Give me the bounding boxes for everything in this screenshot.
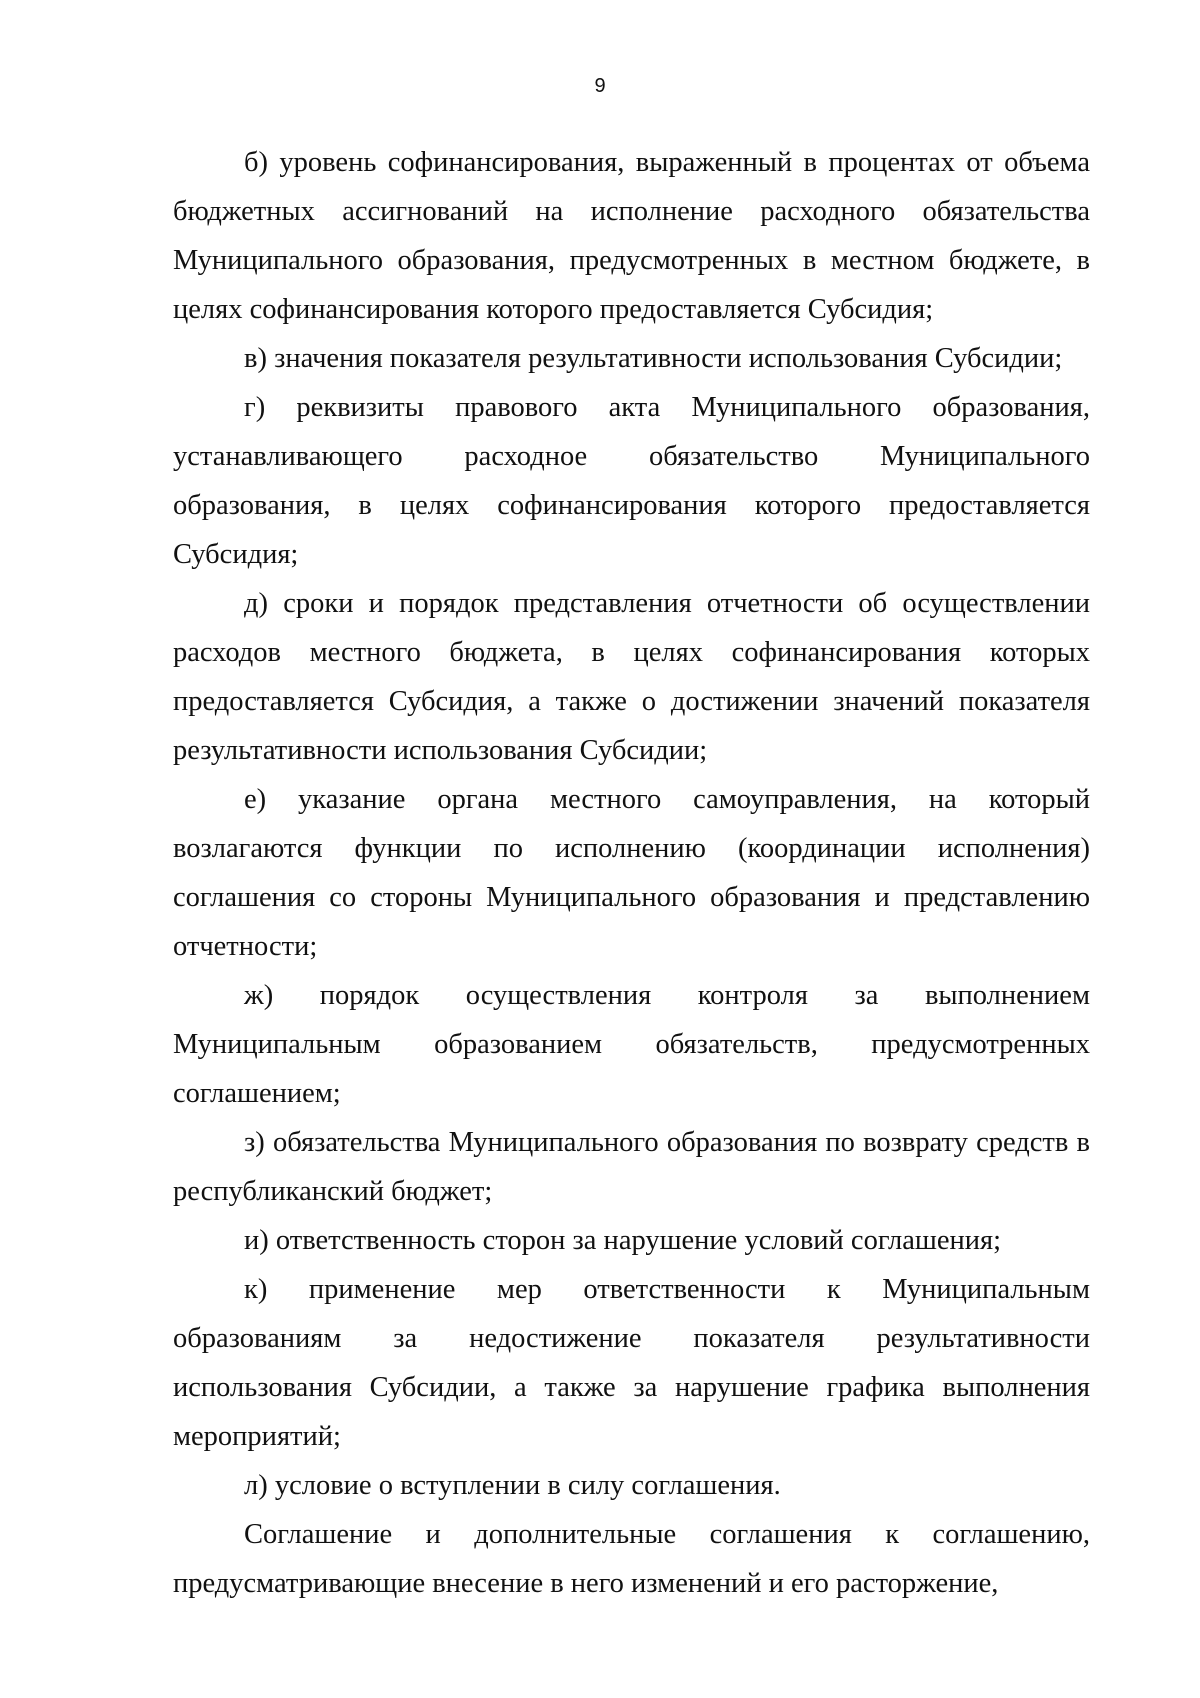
paragraph-g-legal-act-details: г) реквизиты правового акта Муниципального образования, устанавливающего расходное обязательство Муниципального образования, в целях софинансирования которого предоставляется Субсидия; — [173, 392, 1090, 570]
paragraph-agreement-amendments: Соглашение и дополнительные соглашения к соглашению, предусматривающие внесение в него изменений и его расторжение, — [173, 1519, 1090, 1599]
paragraph-d-reporting-terms: д) сроки и порядок представления отчетности об осуществлении расходов местного бюджета, в целях софинансирования которых предоставляется Субсидия, а также о достижении значений показателя результативности использования Субсидии; — [173, 588, 1090, 766]
paragraph-z-refund-obligations: з) обязательства Муниципального образования по возврату средств в республиканский бюджет; — [173, 1127, 1090, 1207]
paragraph-b-cofinancing-level: б) уровень софинансирования, выраженный в процентах от объема бюджетных ассигнований на исполнение расходного обязательства Муниципального образования, предусмотренных в местном бюджете, в целях софинансирования которого предоставляется Субсидия; — [173, 147, 1090, 325]
document-body — [173, 138, 1090, 1608]
paragraph-i-liability: и) ответственность сторон за нарушение условий соглашения; — [244, 1225, 1002, 1256]
paragraph-l-entry-into-force: л) условие о вступлении в силу соглашения. — [244, 1470, 781, 1501]
paragraph-e-responsible-authority: е) указание органа местного самоуправления, на который возлагаются функции по исполнению (координации исполнения) соглашения со стороны Муниципального образования и представлению отчетности; — [173, 784, 1090, 962]
paragraph-zh-control-procedure: ж) порядок осуществления контроля за выполнением Муниципальным образованием обязательств, предусмотренных соглашением; — [173, 980, 1090, 1109]
page-number: 9 — [594, 75, 606, 97]
paragraph-v-indicator-values: в) значения показателя результативности использования Субсидии; — [244, 343, 1063, 374]
paragraph-k-liability-measures: к) применение мер ответственности к Муниципальным образованиям за недостижение показателя результативности использования Субсидии, а также за нарушение графика выполнения мероприятий; — [173, 1274, 1090, 1452]
